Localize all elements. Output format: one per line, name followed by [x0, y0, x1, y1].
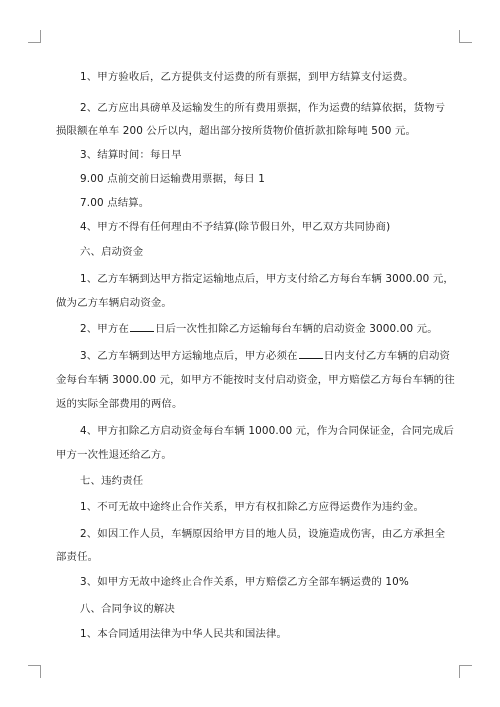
line-segment: 3、乙方车辆到达甲方运输地点后，甲方必须在: [80, 350, 298, 362]
crop-mark-top-left: [28, 30, 41, 43]
line-segment: 日内支付乙方车辆的启动资: [323, 350, 451, 362]
section-heading: 八、合同争议的解决: [80, 603, 175, 615]
paragraph-line: 1、本合同适用法律为中华人民共和国法律。: [80, 628, 288, 640]
paragraph-line: 3、结算时间：每日早: [80, 149, 182, 161]
paragraph-line: 3、如甲方无故中途终止合作关系，甲方赔偿乙方全部车辆运费的 10%: [80, 576, 409, 588]
paragraph-line: 1、乙方车辆到达甲方指定运输地点后，甲方支付给乙方每台车辆 3000.00 元，: [80, 273, 454, 285]
line-segment: 日后一次性扣除乙方运输每台车辆的启动资金 3000.00 元。: [154, 323, 438, 335]
line-segment: 2、甲方在: [80, 323, 129, 335]
crop-mark-bottom-right: [459, 665, 472, 678]
paragraph-line: 1、甲方验收后，乙方提供支付运费的所有票据，到甲方结算支付运费。: [80, 71, 414, 83]
section-heading: 六、启动资金: [80, 246, 144, 258]
paragraph-line: [80, 322, 438, 336]
paragraph-line: 返的实际全部费用的两倍。: [56, 398, 183, 410]
paragraph-line: 2、乙方应出具磅单及运输发生的所有费用票据，作为运费的结算依据，货物亏: [80, 102, 446, 114]
paragraph-line: 金每台车辆 3000.00 元，如甲方不能按时支付启动资金，甲方赔偿乙方每台车辆的往: [56, 374, 455, 386]
paragraph-line: 甲方一次性退还给乙方。: [56, 449, 172, 461]
paragraph-line: 7.00 点结算。: [80, 197, 150, 209]
fill-in-blank: [130, 322, 154, 332]
paragraph-line: 2、如因工作人员，车辆原因给甲方目的地人员，设施造成伤害，由乙方承担全: [80, 528, 446, 540]
paragraph-line: [80, 349, 450, 363]
fill-in-blank: [299, 349, 323, 359]
crop-mark-bottom-left: [28, 665, 41, 678]
crop-mark-top-right: [459, 30, 472, 43]
paragraph-line: 部责任。: [56, 551, 99, 563]
paragraph-line: 1、不可无故中途终止合作关系，甲方有权扣除乙方应得运费作为违约金。: [80, 501, 425, 513]
paragraph-line: 4、甲方不得有任何理由不予结算(除节假日外，甲乙双方共同协商): [80, 221, 391, 233]
paragraph-line: 损限额在单车 200 公斤以内，超出部分按所货物价值折款扣除每吨 500 元。: [56, 125, 417, 137]
paragraph-line: 做为乙方车辆启动资金。: [56, 297, 172, 309]
section-heading: 七、违约责任: [80, 475, 144, 487]
paragraph-line: 4、甲方扣除乙方启动资金每台车辆 1000.00 元，作为合同保证金，合同完成后: [80, 425, 454, 437]
paragraph-line: 9.00 点前交前日运输费用票据，每日 1: [80, 173, 265, 185]
